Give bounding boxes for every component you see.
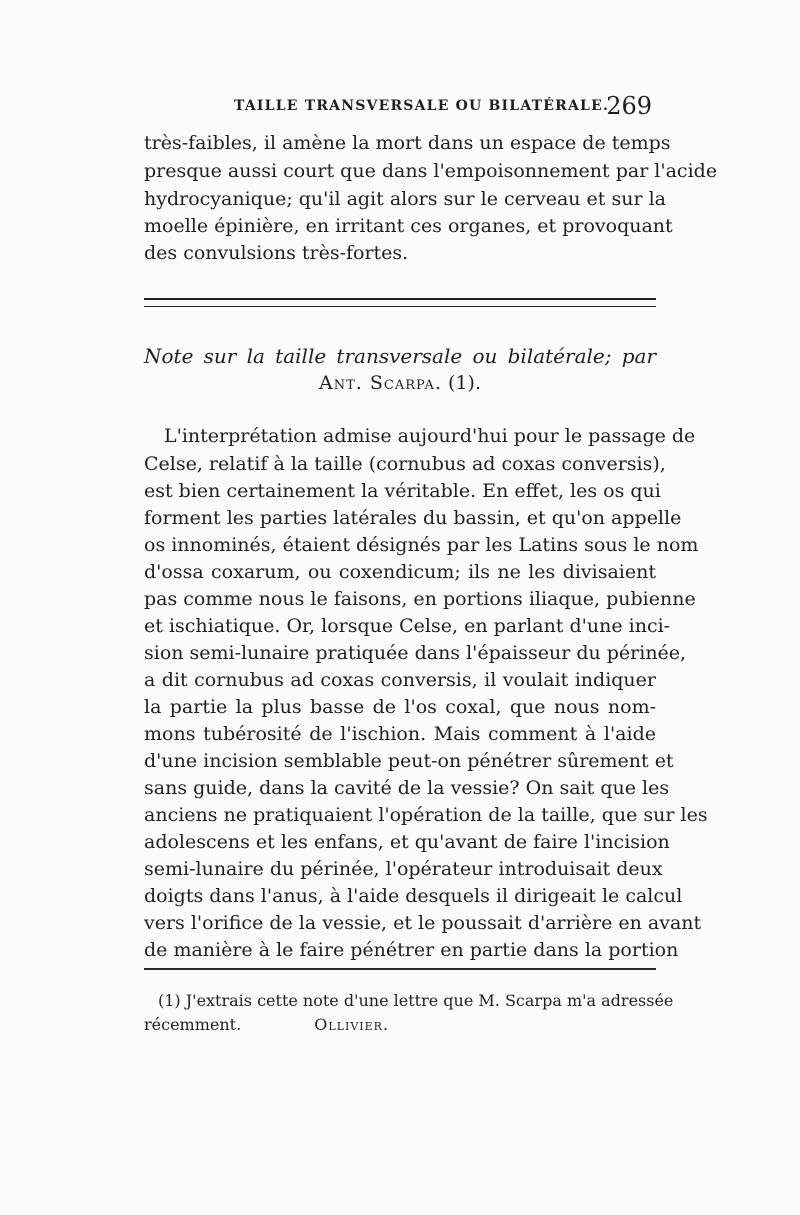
section-divider xyxy=(144,298,656,307)
body-line: forment les parties latérales du bassin, et qu'on appelle xyxy=(144,507,682,529)
footnote-second-line xyxy=(144,1014,656,1036)
footnote-line: récemment. xyxy=(144,1015,242,1034)
previous-text-line: hydrocyanique; qu'il agit alors sur le cerveau et sur la xyxy=(144,188,666,210)
footnote-line: (1) J'extrais cette note d'une lettre que M. Scarpa m'a adressée xyxy=(158,991,674,1010)
body-line: d'une incision semblable peut-on pénétrer sûrement et xyxy=(144,750,674,772)
page-number: 269 xyxy=(606,92,652,120)
previous-text-line: des convulsions très-fortes. xyxy=(144,242,409,264)
note-title: Note sur la taille transversale ou bilatérale; par xyxy=(144,344,656,368)
body-line: et ischiatique. Or, lorsque Celse, en parlant d'une inci- xyxy=(144,615,671,637)
body-line: os innominés, étaient désignés par les Latins sous le nom xyxy=(144,534,699,556)
body-line: adolescens et les enfans, et qu'avant de faire l'incision xyxy=(144,831,670,853)
previous-text-line: très-faibles, il amène la mort dans un espace de temps xyxy=(144,132,671,154)
body-line: sans guide, dans la cavité de la vessie? On sait que les xyxy=(144,777,670,799)
body-line: a dit cornubus ad coxas conversis, il voulait indiquer xyxy=(144,669,656,691)
note-author-line xyxy=(144,372,656,394)
note-author: Ant. Scarpa. xyxy=(319,372,442,394)
body-line: anciens ne pratiquaient l'opération de la taille, que sur les xyxy=(144,804,708,826)
body-line: L'interprétation admise aujourd'hui pour le passage de xyxy=(164,425,696,447)
body-line: vers l'orifice de la vessie, et le poussait d'arrière en avant xyxy=(144,912,702,934)
running-head xyxy=(144,92,656,122)
running-title: TAILLE TRANSVERSALE OU BILATÉRALE. xyxy=(234,98,610,114)
footnote-rule xyxy=(144,968,656,970)
body-line: Celse, relatif à la taille (cornubus ad coxas conversis), xyxy=(144,453,666,475)
body-line: d'ossa coxarum, ou coxendicum; ils ne les divisaient xyxy=(144,561,656,583)
body-line: la partie la plus basse de l'os coxal, que nous nom- xyxy=(144,696,656,718)
body-line: est bien certainement la véritable. En effet, les os qui xyxy=(144,480,661,502)
body-line: mons tubérosité de l'ischion. Mais comment à l'aide xyxy=(144,723,656,745)
body-line: semi-lunaire du périnée, l'opérateur introduisait deux xyxy=(144,858,663,880)
previous-text-line: moelle épinière, en irritant ces organes, et provoquant xyxy=(144,215,673,237)
body-line: doigts dans l'anus, à l'aide desquels il dirigeait le calcul xyxy=(144,885,683,907)
body-line: sion semi-lunaire pratiquée dans l'épaisseur du périnée, xyxy=(144,642,687,664)
body-line: de manière à le faire pénétrer en partie dans la portion xyxy=(144,939,679,961)
footnote-reference: (1). xyxy=(448,372,481,394)
previous-text-line: presque aussi court que dans l'empoisonnement par l'acide xyxy=(144,160,718,182)
footnote-signature: Ollivier. xyxy=(314,1015,390,1034)
body-line: pas comme nous le faisons, en portions iliaque, pubienne xyxy=(144,588,696,610)
